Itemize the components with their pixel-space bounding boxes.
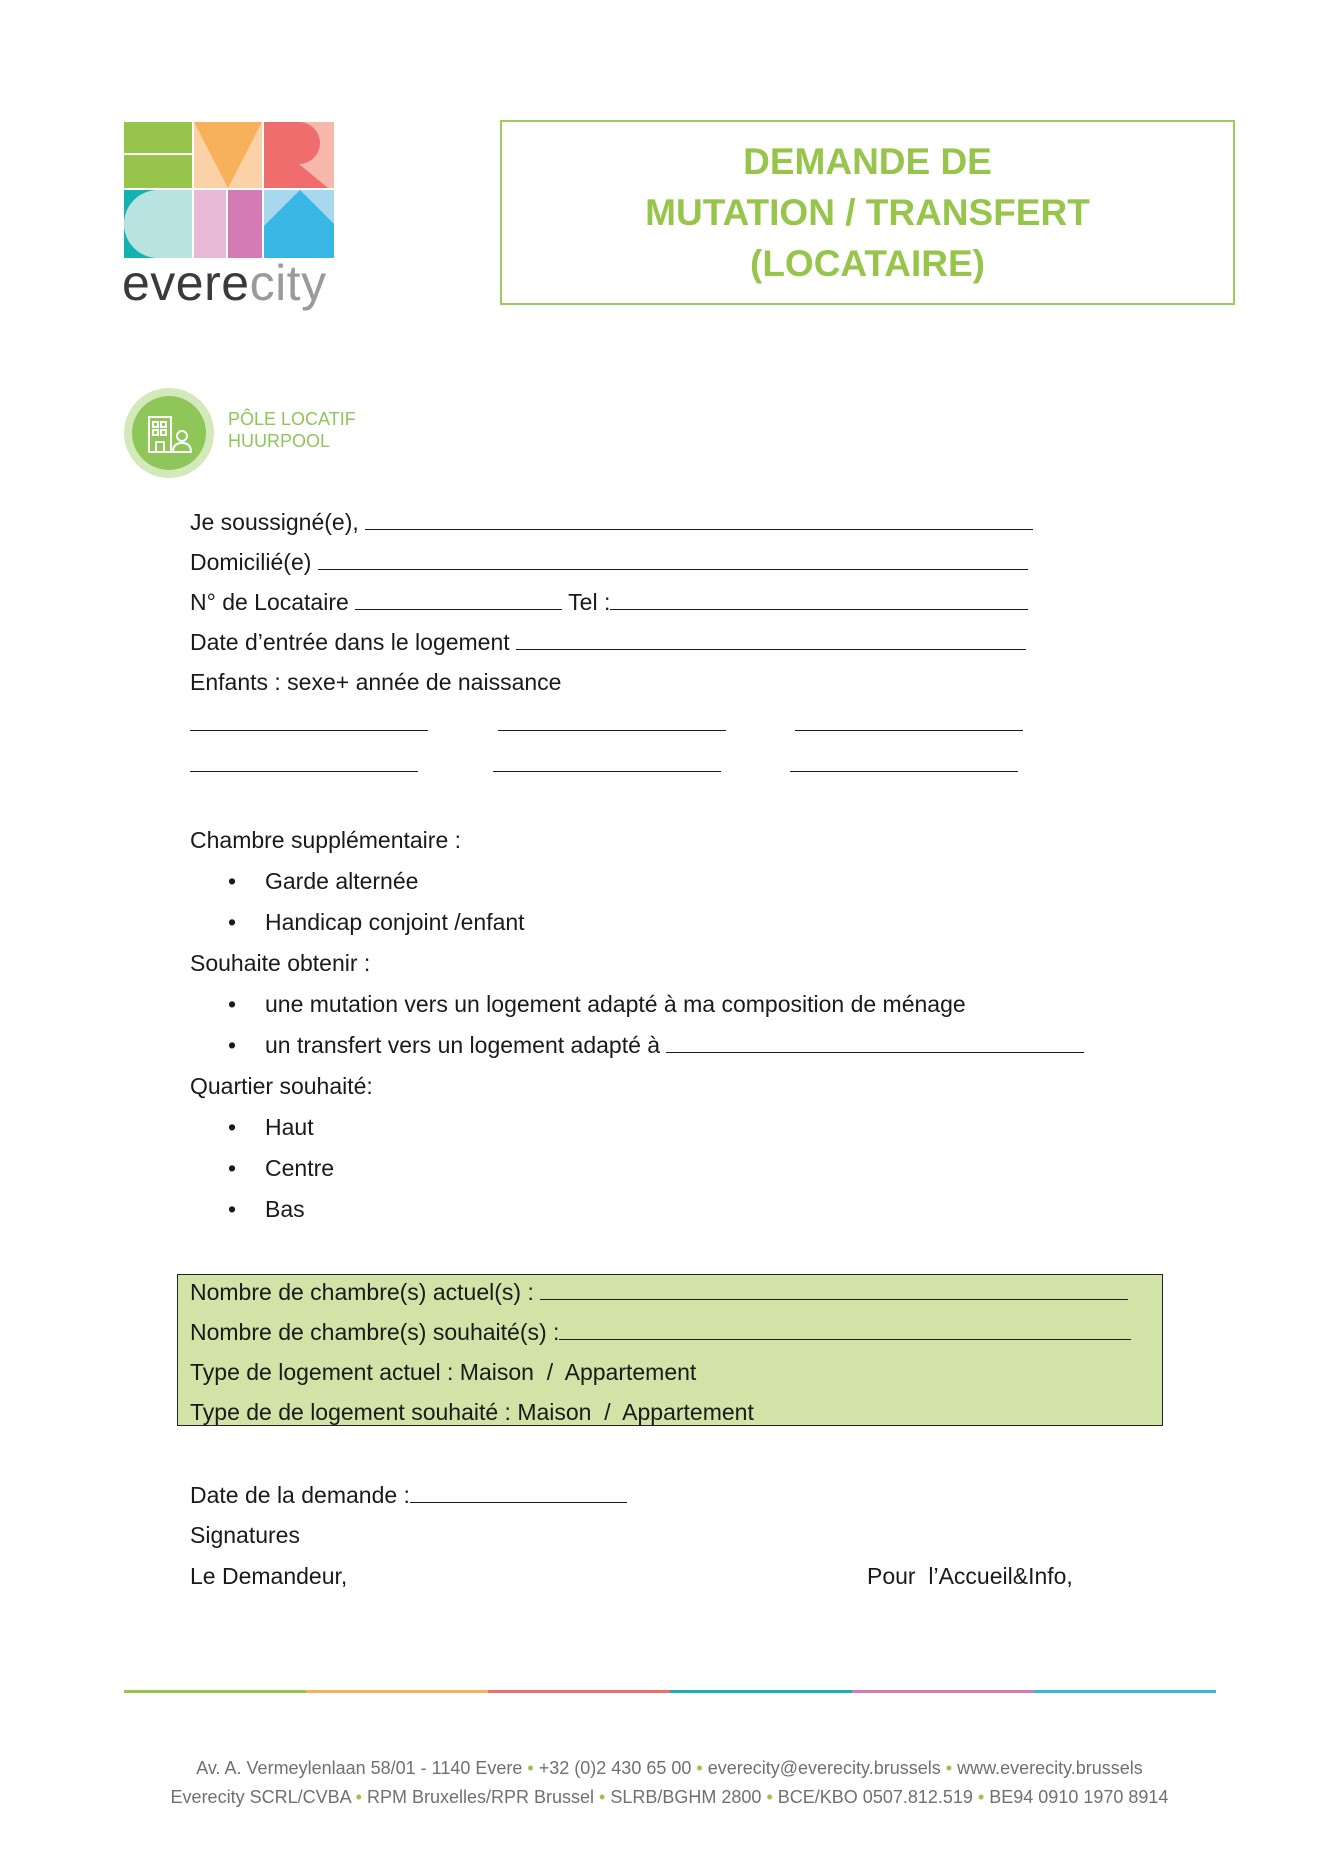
bullet: • xyxy=(228,1032,237,1058)
bullet: • xyxy=(228,1155,237,1181)
blank-enfant-3[interactable] xyxy=(795,730,1023,731)
blank-enfant-2[interactable] xyxy=(498,730,726,731)
blank-date-demande[interactable] xyxy=(410,1484,627,1503)
footer-stripe-orange xyxy=(306,1690,488,1693)
blank-locataire[interactable] xyxy=(355,591,562,610)
title-line-1: DEMANDE DE xyxy=(743,141,992,182)
bullet: • xyxy=(228,991,237,1017)
blank-enfant-4[interactable] xyxy=(190,771,418,772)
field-date-demande: Date de la demande : xyxy=(190,1481,627,1509)
blank-tel[interactable] xyxy=(610,591,1028,610)
blank-enfant-6[interactable] xyxy=(790,771,1018,772)
field-type-actuel: Type de logement actuel : Maison / Appartement xyxy=(190,1359,697,1385)
footer-stripe-blue xyxy=(1034,1690,1216,1693)
blank-transfert[interactable] xyxy=(666,1034,1084,1053)
bullet: • xyxy=(228,1196,237,1222)
field-locataire: N° de Locataire Tel : xyxy=(190,588,1028,616)
pole-label: PÔLE LOCATIF HUURPOOL xyxy=(228,409,356,451)
brand-wordmark: everecity xyxy=(122,255,327,311)
title-line-3: (LOCATAIRE) xyxy=(750,243,985,284)
accueil-label: Pour l’Accueil&Info, xyxy=(867,1563,1073,1589)
demandeur-label: Le Demandeur, xyxy=(190,1563,348,1589)
option-mutation[interactable]: une mutation vers un logement adapté à ma composition de ménage xyxy=(265,991,966,1017)
bullet: • xyxy=(228,1114,237,1140)
blank-date-entree[interactable] xyxy=(516,631,1026,650)
title-line-2: MUTATION / TRANSFERT xyxy=(645,192,1090,233)
souhaite-label: Souhaite obtenir : xyxy=(190,950,371,976)
blank-chambres-souhaite[interactable] xyxy=(559,1321,1131,1340)
option-transfert[interactable]: un transfert vers un logement adapté à xyxy=(265,1031,1084,1059)
option-handicap[interactable]: Handicap conjoint /enfant xyxy=(265,909,525,935)
blank-enfant-5[interactable] xyxy=(493,771,721,772)
footer-legal: Everecity SCRL/CVBA • RPM Bruxelles/RPR Brussel • SLRB/BGHM 2800 • BCE/KBO 0507.812.519 • BE94 0910 1970 8914 xyxy=(170,1787,1169,1807)
option-centre[interactable]: Centre xyxy=(265,1155,335,1181)
footer-web[interactable]: www.everecity.brussels xyxy=(957,1758,1143,1778)
blank-domicilie[interactable] xyxy=(318,551,1028,570)
footer-email[interactable]: everecity@everecity.brussels xyxy=(707,1758,941,1778)
option-garde-alternee[interactable]: Garde alternée xyxy=(265,868,419,894)
bullet: • xyxy=(228,909,237,935)
blank-soussigne[interactable] xyxy=(365,511,1033,530)
footer-stripe-red xyxy=(488,1690,670,1693)
field-domicilie: Domicilié(e) xyxy=(190,548,1028,576)
field-soussigne: Je soussigné(e), xyxy=(190,508,1033,536)
signatures-label: Signatures xyxy=(190,1522,300,1548)
building-person-icon xyxy=(145,414,195,456)
bullet: • xyxy=(228,868,237,894)
field-type-souhaite: Type de de logement souhaité : Maison / Appartement xyxy=(190,1399,754,1425)
field-chambres-souhaite: Nombre de chambre(s) souhaité(s) : xyxy=(190,1318,1131,1346)
quartier-label: Quartier souhaité: xyxy=(190,1073,373,1099)
footer-stripe-green xyxy=(124,1690,306,1693)
footer-stripe-teal xyxy=(670,1690,852,1693)
footer-contact: Av. A. Vermeylenlaan 58/01 - 1140 Evere • +32 (0)2 430 65 00 • everecity@everecity.brussels • www.everecity.brussels xyxy=(196,1758,1143,1778)
chambre-supp-label: Chambre supplémentaire : xyxy=(190,827,462,853)
field-enfants: Enfants : sexe+ année de naissance xyxy=(190,669,562,695)
option-bas[interactable]: Bas xyxy=(265,1196,305,1222)
blank-chambres-actuel[interactable] xyxy=(540,1281,1128,1300)
field-date-entree: Date d’entrée dans le logement xyxy=(190,628,1026,656)
field-chambres-actuel: Nombre de chambre(s) actuel(s) : xyxy=(190,1278,1128,1306)
footer-stripe-pink xyxy=(852,1690,1034,1693)
blank-enfant-1[interactable] xyxy=(190,730,428,731)
title-box xyxy=(500,120,1235,305)
option-haut[interactable]: Haut xyxy=(265,1114,314,1140)
